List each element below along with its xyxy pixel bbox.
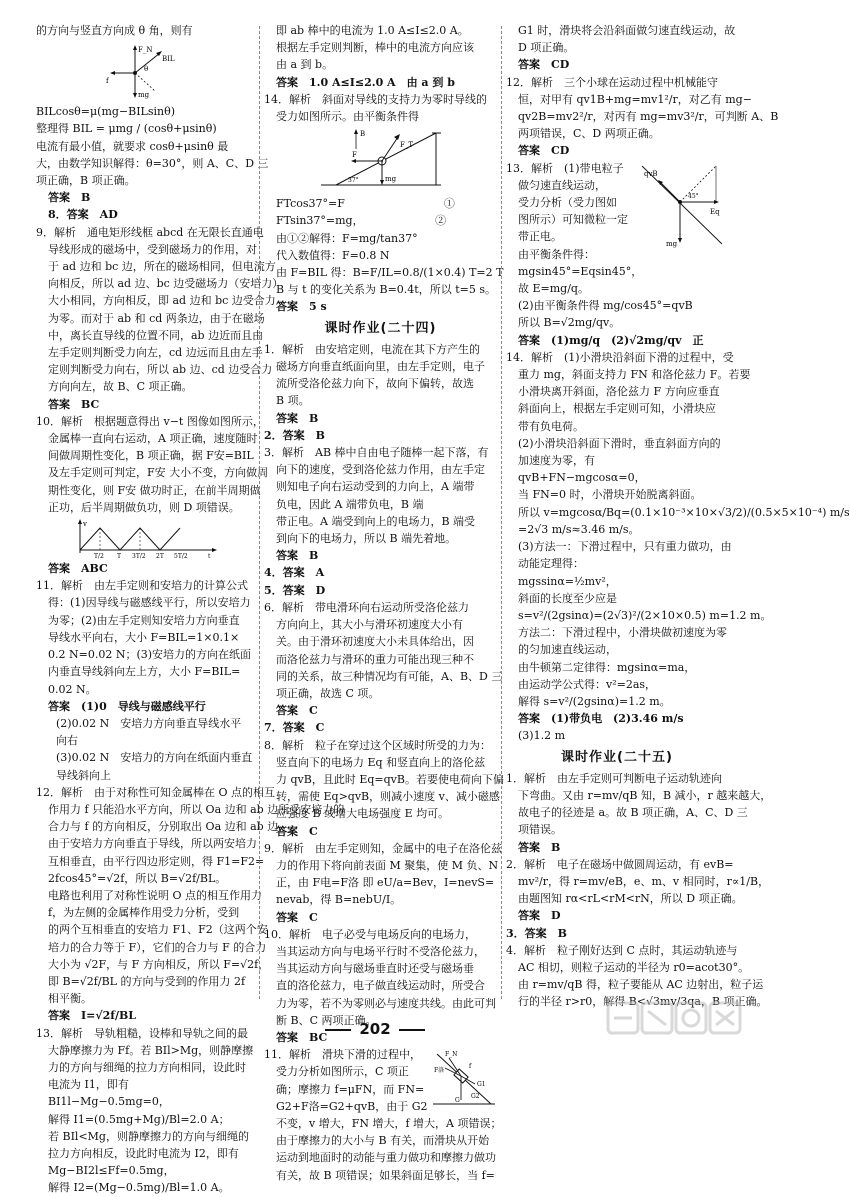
text-line: s=v²/(2gsinα)=(2√3)²/(2×10×0.5) m=1.2 m。 [518,608,772,622]
question-line: 12．解析 三个小球在运动过程中机械能守 [506,75,718,89]
text-line: 则知电子向右运动受到的力向上，A 端带 [276,480,475,494]
fig1-label: f [106,77,109,86]
text-line: 受力分析如图所示，C 项正 [276,1065,409,1079]
text-line: 互相垂直，由平行四边形定则，得 F1=F2= [48,854,265,868]
answer-line: 7．答案 C [264,721,325,735]
text-line: 项正确，B 项正确。 [36,174,136,188]
answer-line: 答案 (1)mg/q (2)√2mg/qv 正 [518,333,704,347]
text-line: 力 qvB，且此时 Eq=qvB。若要使电荷向下偏 [276,772,504,786]
answer-line: 5．答案 D [264,583,326,597]
fig1-label: BIL [162,55,175,64]
velocity-time-graph [70,518,220,561]
answer-line: 答案 (1)带负电 (2)3.46 m/s [518,712,684,726]
text-line: 项错误。 [518,823,562,837]
text-line: 两项错误，C、D 两项正确。 [518,127,660,141]
text-line: 带有负电荷。 [518,419,584,433]
text-line: 大，由数学知识解得：θ=30°，则 A、C、D 三 [36,156,269,170]
text-line: 向右 [56,734,78,748]
text-line: 大静摩擦力为 Ff。若 BIl>Mg，则静摩擦 [48,1043,254,1057]
text-line: 项正确，故选 C 项。 [276,686,380,700]
fig1-label: mg [138,91,150,100]
q13-block [506,160,728,263]
text-line: 定则判断受力向右，所以 ab 边、cd 边受合力 [48,363,273,377]
answer-line: 答案 C [276,910,318,924]
text-line: 由 r=mv/qB 得，粒子要能从 AC 边射出，粒子运 [518,978,764,992]
text-line: mv²/r，得 r=mv/eB，e、m、v 相同时，r∝1/B， [518,874,770,888]
question-line: 1．解析 由安培定则，电流在其下方产生的 [264,342,480,356]
answer-line: 答案 D [518,909,561,923]
text-line: 解得 I2=(Mg−0.5mg)/Bl=1.0 A。 [48,1181,230,1195]
text-line: 带正电。 [518,230,562,244]
text-line: qv2B=mv2²/r，对丙有 mg=mv3²/r，可判断 A、B [518,110,779,124]
text-line: 图所示）可知微粒一定 [518,213,628,227]
text-line: (2)由平衡条件得 mg/cos45°=qvB [518,299,693,313]
text-line: 由题图知 rα<rL<rM<rN，所以 D 项正确。 [518,892,743,906]
question-line: 10．解析 电子必受与电场反向的电场力， [264,927,476,941]
text-line: 力为零，若不为零则必与速度共线。由此可判 [276,996,496,1010]
text-line: 导线斜向上 [56,768,111,782]
text-line: (2)小滑块沿斜面下滑时，垂直斜面方向的 [518,436,721,450]
text-line: B 项。 [276,394,310,408]
answer-line: 3．答案 B [506,926,567,940]
question-line: 10．解析 根据题意得出 v−t 图像如图所示， [36,414,264,428]
column-divider [501,26,502,999]
text-line: 负电，因此 A 端带负电，B 端 [276,497,424,511]
question-line: 3．解析 AB 棒中自由电子随棒一起下落，有 [264,446,489,460]
text-line: 行的半径 r>r0，解得 B<√3mv/3qa，B 项正确。 [518,995,768,1009]
fig3-label: B [359,130,365,139]
q11-block [264,1046,497,1115]
answer-line: 答案 (1)0 导线与磁感线平行 [48,699,206,713]
text-line: 而洛伦兹力与滑环的重力可能出现三种不 [276,652,474,666]
text-line: 由运动学公式得：v²=2as， [518,677,657,691]
text-line: =2√3 m/s≈3.46 m/s。 [518,522,640,536]
text-line: 向相反，所以 ad 边、bc 边受磁场力（安培力） [48,277,284,291]
text-line: 由于安培力方向垂直于导线，所以两安培力 [48,837,257,851]
text-line: 力的作用下将向前表面 M 聚集，使 M 负、N [276,858,499,872]
fig2-label: t [208,553,211,561]
text-line: (3)0.02 N 安培力的方向在纸面内垂直 [56,751,253,765]
answer-line: 8．答案 AD [48,208,118,222]
text-line: 整理得 BIL = μmg / (cosθ+μsinθ) [36,122,217,136]
text-line: 导线形成的磁场中，受到磁场力的作用，对 [48,242,257,256]
text-line: 当其运动方向与磁场垂直时还受与磁场垂 [276,962,474,976]
question-line: 11．解析 由左手定则和安培力的计算公式 [36,579,248,593]
text-line: f，为左侧的金属棒作用受力分析，受到 [48,906,240,920]
text-line: 受力分析（受力图如 [518,196,617,210]
text-line: 确；摩擦力 f=μFN，而 FN= [276,1082,425,1096]
question-line: 2．解析 电子在磁场中做圆周运动，有 evB= [506,857,734,871]
text-line: 故电子的径迹是 a。故 B 项正确，A、C、D 三 [518,806,748,820]
text-line: 培力的合力等于 F），它们的合力与 F 的合力 [48,940,267,954]
text-line: G1 时，滑块将会沿斜面做匀速直线运动，故 [518,24,736,37]
fig1-label: θ [144,65,149,74]
watermark-logo [606,997,742,1043]
text-line: 流所受洛伦兹力向下，故向下偏转，故选 [276,377,474,391]
text-line: 小滑块离开斜面，洛伦兹力 F 方向应垂直 [518,385,720,399]
text-line: 方法二：下滑过程中，小滑块做初速度为零 [518,626,727,640]
answer-line: 2．答案 B [264,428,325,442]
answer-line: 答案 C [276,824,318,838]
text-line: 力的方向与细绳的拉力方向相同，设此时 [48,1060,246,1074]
answer-line: 答案 ABC [48,562,108,576]
text-line: 左手定则判断受力向左，cd 边远而且由左手 [48,346,263,360]
fig1-label: F_N [138,46,153,55]
text-line: 竖直向下的电场力 Eq 和竖直向上的洛伦兹 [276,755,486,769]
question-line: 13．解析 导轨粗糙，设棒和导轨之间的最 [36,1026,248,1040]
fig4-label: F洛 [434,1067,445,1075]
text-line: 金属棒一直向右运动，A 项正确，速度随时 [48,432,258,446]
fig4-label: F_N [445,1051,458,1059]
fig4-label: G2 [471,1093,480,1101]
text-line: 受力如图所示。由平衡条件得 [276,110,419,124]
section-title: 课时作业(二十五) [561,749,673,765]
text-line: 得：(1)因导线与磁感线平行，所以安培力 [48,596,251,610]
text-line: 0.2 N=0.02 N；(3)安培力的方向在纸面 [48,648,252,662]
text-line: 由 F=BIL 得：B=F/IL=0.8/(1×0.4) T=2 T [276,266,504,280]
text-line: 的两个互相垂直的安培力 F1、F2（这两个安 [48,923,268,937]
text-line: 大小为 √2F，与 F 方向相反，所以 F=√2f， [48,957,270,971]
answer-line: 答案 B [276,411,319,425]
text-line: 由平衡条件得： [518,247,595,261]
text-line: 加速度为零，有 [518,454,595,468]
column-right [506,22,850,1009]
text-line: 所以 v=mgcosα/Bq=(0.1×10⁻³×10×√3/2)/(0.5×5×10⁻⁴) m/s [518,505,850,519]
text-line: 运动到地面时的动能与重力做功和摩擦力做功 [276,1151,496,1165]
text-line: 向下的速度，受到洛伦兹力作用，由左手定 [276,463,485,477]
text-line: 中，离长直导线的位置不同，ab 边近而且由 [48,328,264,342]
text-line: 由①②解得：F=mg/tan37° [276,231,418,245]
answer-line: 答案 5 s [276,300,327,314]
text-line: 关。由于滑环初速度大小未具体给出，因 [276,635,474,649]
answer-line: 答案 CD [518,58,570,72]
text-line: 转，需使 Eq>qvB，则减小速度 v、减小磁感 [276,790,500,804]
text-line: FTcos37°=F ① [276,197,455,211]
question-line: 14．解析 斜面对导线的支持力为零时导线的 [264,92,487,106]
text-line: 期性变化，则 F安 做功时正，在前半周期做 [48,483,261,497]
question-line: 12．解析 由于对称性可知金属棒在 O 点的相互 [36,785,276,799]
text-line: 电路也利用了对称性说明 O 点的相互作用力 [48,888,263,902]
fig3-label: F [351,151,357,160]
text-line: 由于摩擦力的大小与 B 有关，而滑块从开始 [276,1134,490,1148]
text-line: 相平衡。 [48,992,92,1006]
text-line: 正功，后半周期做负功，则 D 项错误。 [48,500,240,514]
question-line: 9．解析 由左手定则知，金属中的电子在洛伦兹 [264,841,502,855]
text-line: 的方向与竖直方向成 θ 角，则有 [36,24,193,37]
text-line: 不变，v 增大，FN 增大，f 增大，A 项错误； [276,1116,502,1130]
text-line: 根据左手定则判断，棒中的电流方向应该 [276,41,474,55]
answer-line: 4．答案 A [264,566,325,580]
text-line: 断 B、C 两项正确。 [276,1013,377,1027]
text-line: Mg−BI2l≤Ff=0.5mg， [48,1164,175,1178]
text-line: 下弯曲。又由 r=mv/qB 知，B 减小，r 越来越大， [518,788,772,802]
text-line: 有关，故 B 项错误；如果斜面足够长，当 f= [276,1168,495,1182]
text-line: 当 FN=0 时，小滑块开始脱离斜面。 [518,488,702,502]
text-line: 解得 s=v²/(2gsinα)=1.2 m。 [518,694,671,708]
page-number-dash [325,1029,351,1031]
question-line: 4．解析 粒子刚好达到 C 点时，其运动轨迹与 [506,943,738,957]
question-line: 8．解析 粒子在穿过这个区域时所受的力为： [264,738,491,752]
answer-line: 答案 I=√2f/BL [48,1009,137,1023]
question-line: 13．解析 (1)带电粒子 [506,161,624,175]
fig3-label: F_T [399,141,413,150]
force-diagram-figure [100,41,190,101]
text-line: 合力与 f 的方向相反，分别取出 Oa 边和 ab 边， [48,820,290,834]
text-line: 的匀加速直线运动， [518,643,617,657]
text-line: 正，由 F电=F洛 即 eU/a=Bev，I=nevS= [276,876,495,890]
fig5-label: Eq [710,207,720,216]
text-line: FTsin37°=mg， ② [276,214,447,228]
text-line: BILcosθ=μ(mg−BILsinθ) [36,105,176,119]
particle-force-figure [636,160,728,248]
text-line: D 项正确。 [518,41,575,55]
text-line: BI1l−Mg−0.5mg=0， [48,1095,170,1109]
text-line: 0.02 N。 [48,682,97,696]
text-line: B 与 t 的变化关系为 B=0.4t，所以 t=5 s。 [276,283,496,297]
text-line: 及左手定则可判定，F安 大小不变，方向做周 [48,466,269,480]
fig2-label: 2T [156,553,164,561]
text-line: (3)方法一：下滑过程中，只有重力做功，由 [518,540,732,554]
text-line: 若 BIl<Mg，则静摩擦力的方向与细绳的 [48,1129,249,1143]
answer-line: 答案 B [518,840,561,854]
question-line: 9．解析 通电矩形线框 abcd 在无限长直通电 [36,225,264,239]
answer-line: 答案 B [48,191,91,205]
text-line: 由 a 到 b。 [276,58,334,72]
answer-line: 答案 CD [518,144,570,158]
fig4-label: G1 [477,1081,486,1089]
slider-force-figure [431,1046,497,1108]
text-line: 2fcos45°=√2f，所以 B=√2f/BL。 [48,871,227,885]
text-line: 拉力方向相反，设此时电流为 I2，即有 [48,1146,239,1160]
fig3-label: 37° [347,177,359,185]
text-line: 直的洛伦兹力，电子做直线运动时，所受合 [276,979,485,993]
text-line: 当其运动方向与电场平行时不受洛伦兹力， [276,944,485,958]
fig2-label: v [83,520,87,529]
question-line: 6．解析 带电滑环向右运动所受洛伦兹力 [264,600,469,614]
text-line: G2+F洛=G2+qvB，由于 G2 [276,1099,428,1113]
page-number-dash [399,1029,425,1031]
text-line: 方向向左，故 B、C 项正确。 [48,380,193,394]
fig2-label: T [117,553,122,561]
answer-line: 答案 BC [48,397,100,411]
fig2-label: 3T/2 [132,553,146,561]
text-line: 磁场方向垂直纸面向里，由左手定则，电子 [276,360,485,374]
fig4-label: G [455,1097,460,1105]
question-line: 1．解析 由左手定则可判断电子运动轨迹向 [506,771,722,785]
text-line: qvB+FN−mgcosα=0， [518,471,646,485]
text-line: 解得 I1=(0.5mg+Mg)/Bl=2.0 A； [48,1112,230,1126]
fig2-label: T/2 [94,553,104,561]
section-title: 课时作业(二十四) [324,320,437,336]
answer-line: 答案 1.0 A≤I≤2.0 A 由 a 到 b [276,75,455,89]
text-line: 内垂直导线斜向左上方，大小 F=BIL= [48,665,241,679]
text-line: (2)0.02 N 安培力方向垂直导线水平 [56,716,242,730]
text-line: 带正电。A 端受到向上的电场力，B 端受 [276,514,476,528]
text-line: 同的关系，故三种情况均有可能，A、B、D 三 [276,669,503,683]
text-line: 所以 B=√2mg/qv。 [518,316,621,330]
text-line: mgssinα=½mv²， [518,574,617,588]
text-line: 电流为 I1，即有 [48,1078,129,1092]
text-line: 动能定理得： [518,557,584,571]
text-line: nevab，得 B=nebU/I。 [276,893,402,907]
text-line: 于 ad 边和 bc 边，所在的磁场相同，但电流方 [48,260,276,274]
text-line: 大小相同，方向相反，即 ad 边和 bc 边受合力 [48,294,276,308]
answer-line: 答案 C [276,704,318,718]
text-line: 电流有最小值，就要求 cosθ+μsinθ 最 [36,139,229,153]
text-line: 重力 mg，斜面支持力 FN 和洛伦兹力 F。若要 [518,368,751,382]
text-line: 作用力 f 只能沿水平方向，所以 Oa 边和 ab 边所受安培力的 [48,802,345,816]
text-line: 做匀速直线运动， [518,178,606,192]
question-line: 11．解析 滑块下滑的过程中， [264,1048,421,1062]
text-line: 即 B=√2f/BL 的方向与受到的作用力 2f [48,974,246,988]
text-line: AC 相切，则粒子运动的半径为 r0=acot30°。 [518,960,750,974]
text-line: 由牛顿第二定律得：mgsinα=ma， [518,660,696,674]
text-line: (3)1.2 m [518,729,566,743]
fig5-label: 45° [688,192,699,200]
incline-force-figure [316,127,446,193]
text-line: 为零。而对于 ab 和 cd 两条边，由于在磁场 [48,311,265,325]
text-line: 间做周期性变化，B 项正确，据 F安=BIL [48,449,254,463]
text-line: 方向向上，其大小与滑环初速度大小有 [276,618,463,632]
text-line: 应强度 B 或增大电场强度 E 均可。 [276,807,450,821]
fig5-label: mg [666,239,678,248]
fig2-label: 5T/2 [174,553,188,561]
fig5-label: qvB [644,169,658,178]
text-line: mgsin45°=Eqsin45°， [518,264,643,278]
text-line: 故 E=mg/q。 [518,282,589,296]
answer-line: 答案 BC [276,1030,328,1044]
text-line: 即 ab 棒中的电流为 1.0 A≤I≤2.0 A。 [276,24,469,37]
text-line: 斜面向上，根据左手定则可知，小滑块应 [518,402,716,416]
text-line: 导线水平向右，大小 F=BIL=1×0.1× [48,630,240,644]
text-line: 为零；(2)由左手定则知安培力方向垂直 [48,613,240,627]
text-line: 代入数值得：F=0.8 N [276,248,390,262]
text-line: 到向下的电场力，所以 B 端先着地。 [276,532,457,546]
question-line: 14．解析 (1)小滑块沿斜面下滑的过程中，受 [506,350,734,364]
page-number-value: 202 [359,1020,391,1038]
text-line: 恒，对甲有 qv1B+mg=mv1²/r，对乙有 mg− [518,92,752,106]
fig4-label: f [469,1063,472,1071]
answer-line: 答案 B [276,549,319,563]
column-divider [259,26,260,999]
text-line: 斜面的长度至少应是 [518,591,617,605]
fig3-label: mg [384,175,396,184]
